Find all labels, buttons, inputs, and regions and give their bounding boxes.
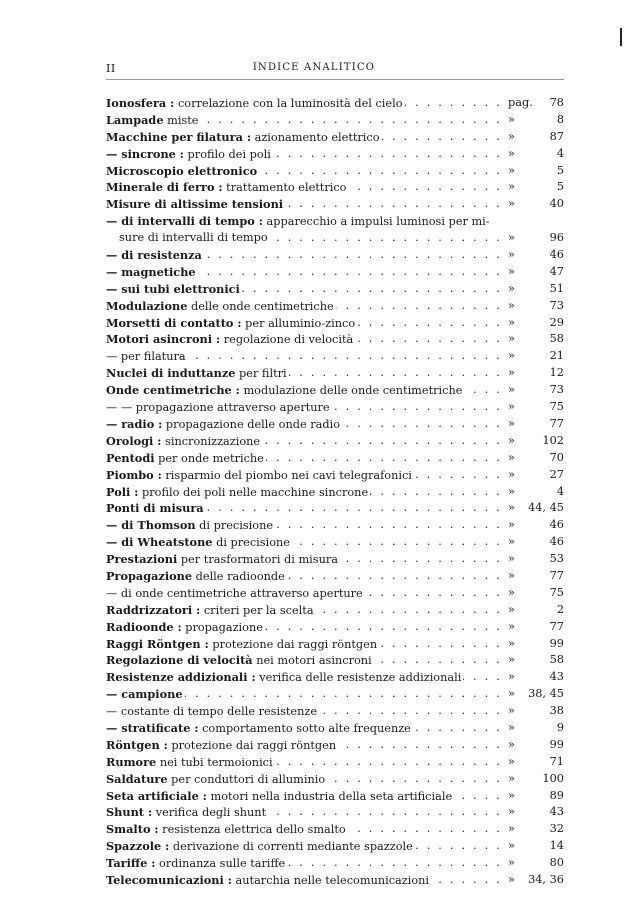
entry-keyword: Röntgen : <box>106 737 168 752</box>
entry-text: regolazione di velocità <box>220 333 354 347</box>
entry-text: per filtri <box>235 367 287 381</box>
entry-keyword: — di Wheatstone <box>106 535 213 550</box>
page-ref-number: 77 <box>549 619 564 633</box>
page-ref-number: 27 <box>549 467 564 481</box>
dot-leader <box>413 720 502 737</box>
page-ref-mark: » <box>508 788 515 802</box>
page-ref-number: 58 <box>549 332 564 346</box>
index-entry <box>106 213 564 247</box>
dot-leader <box>185 686 502 703</box>
page-ref-mark: » <box>508 112 515 126</box>
index-entry <box>106 484 564 501</box>
page-ref-mark: » <box>508 383 515 397</box>
page-ref-mark: » <box>508 501 515 515</box>
page-ref-number: 47 <box>549 264 564 278</box>
page-ref-mark: » <box>508 771 515 785</box>
page-ref-number: 73 <box>549 298 564 312</box>
dot-leader <box>270 230 502 247</box>
page-ref-number: 44, 45 <box>528 501 564 515</box>
page-ref-mark: » <box>508 552 515 566</box>
dot-leader <box>370 484 502 501</box>
page-ref-number: 4 <box>556 484 564 498</box>
index-entry <box>106 720 564 737</box>
dot-leader <box>268 804 502 821</box>
page-ref-number: 89 <box>549 788 564 802</box>
entry-keyword: Ionosfera : <box>106 96 175 110</box>
page-ref-mark: » <box>508 298 515 312</box>
index-entry <box>106 416 564 433</box>
dot-leader <box>266 450 502 467</box>
entry-keyword: — campione <box>106 687 183 702</box>
dot-leader <box>188 348 502 365</box>
entry-keyword: Minerale di ferro : <box>106 180 223 195</box>
index-entry <box>106 298 564 315</box>
page-ref-number: 46 <box>549 248 564 262</box>
index-entry <box>106 788 564 805</box>
dot-leader <box>336 298 502 315</box>
entry-keyword: Onde centimetriche : <box>106 383 240 398</box>
dot-leader <box>355 331 502 348</box>
entry-text: comportamento sotto alte frequenze <box>198 721 411 735</box>
entry-text: protezione dai raggi röntgen <box>167 738 337 752</box>
index-entry <box>106 146 564 163</box>
page-ref-mark: » <box>508 264 515 278</box>
index-entry <box>106 467 564 484</box>
index-entry <box>106 686 564 703</box>
entry-text: miste <box>163 113 199 127</box>
entry-text: derivazione di correnti mediante spazzole <box>169 840 413 854</box>
entry-text-continued: sure di intervalli di tempo <box>119 231 268 245</box>
entry-keyword: — radio : <box>106 416 163 431</box>
dot-leader <box>265 619 502 636</box>
entry-text: nei tubi termoionici <box>156 755 273 769</box>
index-entry <box>106 568 564 585</box>
page-ref-number: 5 <box>556 163 564 177</box>
entry-text: per trasformatori di misura <box>177 553 338 567</box>
page-ref-number: 32 <box>549 822 564 836</box>
dot-leader <box>349 179 503 196</box>
entry-text: azionamento elettrico <box>251 130 380 144</box>
dot-leader <box>348 821 502 838</box>
dot-leader <box>316 602 502 619</box>
index-entry <box>106 331 564 348</box>
entry-text: delle radioonde <box>192 569 285 583</box>
page-ref-mark: » <box>508 248 515 262</box>
entry-keyword: — sui tubi elettronici <box>106 281 240 296</box>
entry-keyword: Orologi : <box>106 433 162 448</box>
page-ref-number: 5 <box>556 180 564 194</box>
page-ref-mark: » <box>508 839 515 853</box>
page-ref-number: 99 <box>549 636 564 650</box>
entry-text: di precisione <box>195 519 274 533</box>
page-ref-number: 21 <box>549 349 564 363</box>
index-entry <box>106 855 564 872</box>
index-entry <box>106 771 564 788</box>
index-entry <box>106 433 564 450</box>
page-ref-mark: » <box>508 856 515 870</box>
page-ref-mark: » <box>508 400 515 414</box>
entry-text: — costante di tempo delle resistenze <box>106 705 318 719</box>
entry-keyword: — stratificate : <box>106 720 199 735</box>
entry-keyword: Resistenze addizionali : <box>106 670 256 685</box>
index-entry <box>106 281 564 298</box>
index-entry <box>106 348 564 365</box>
page-ref-number: 8 <box>556 112 564 126</box>
page-ref-mark: » <box>508 805 515 819</box>
page-ref-mark: » <box>508 433 515 447</box>
entry-keyword: — di Thomson <box>106 518 196 533</box>
index-entry <box>106 365 564 382</box>
dot-leader <box>454 788 502 805</box>
page-ref-number: 75 <box>549 585 564 599</box>
dot-leader <box>379 636 502 653</box>
dot-leader <box>332 399 502 416</box>
page-ref-number: 9 <box>556 720 564 734</box>
entry-text: profilo dei poli <box>183 147 271 161</box>
entry-text: per alluminio-zinco <box>241 316 356 330</box>
entry-text: sincronizzazione <box>161 434 261 448</box>
page-ref-mark: pag. <box>508 96 533 109</box>
dot-leader <box>242 281 502 298</box>
entry-keyword: Shunt : <box>106 805 153 820</box>
index-entry <box>106 95 564 112</box>
entry-text: delle onde centimetriche <box>187 299 334 313</box>
dot-leader <box>275 517 502 534</box>
index-entry <box>106 703 564 720</box>
entry-text: profilo dei poli nelle macchine sincrone <box>138 485 369 499</box>
entry-keyword: Saldature <box>106 771 168 786</box>
page-ref-number: 53 <box>549 552 564 566</box>
index-entry <box>106 500 564 517</box>
page-ref-mark: » <box>508 180 515 194</box>
page-ref-mark: » <box>508 602 515 616</box>
dot-leader <box>338 737 502 754</box>
index-entry <box>106 450 564 467</box>
entry-keyword: Misure di altissime tensioni <box>106 197 284 212</box>
index-entry <box>106 179 564 196</box>
page-ref-mark: » <box>508 568 515 582</box>
entry-keyword: Nuclei di induttanze <box>106 366 236 381</box>
entry-text: verifica delle resistenze addizionali <box>255 671 462 685</box>
index-entry <box>106 534 564 551</box>
page-ref-mark: » <box>508 467 515 481</box>
dot-leader <box>374 652 502 669</box>
index-entry <box>106 619 564 636</box>
dot-leader <box>200 112 502 129</box>
entry-keyword: Propagazione <box>106 568 193 583</box>
dot-leader <box>292 534 502 551</box>
index-entry <box>106 196 564 213</box>
page-ref-number: 78 <box>549 96 564 109</box>
page-ref-number: 77 <box>549 568 564 582</box>
entry-text: risparmio del piombo nei cavi telegrafonici <box>161 468 412 482</box>
page-ref-mark: » <box>508 349 515 363</box>
index-entry <box>106 517 564 534</box>
page-ref-mark: » <box>508 535 515 549</box>
entry-keyword: Morsetti di contatto : <box>106 315 242 330</box>
page-ref-mark: » <box>508 197 515 211</box>
index-entry <box>106 737 564 754</box>
dot-leader <box>285 196 502 213</box>
header-rule <box>106 79 564 80</box>
dot-leader <box>357 315 502 332</box>
page-ref-mark: » <box>508 231 515 245</box>
entry-text: — — propagazione attraverso aperture <box>106 401 330 415</box>
dot-leader <box>287 855 502 872</box>
page-ref-number: 43 <box>549 670 564 684</box>
entry-text: nei motori asincroni <box>252 654 372 668</box>
entry-keyword: Regolazione di velocità <box>106 653 253 668</box>
entry-keyword: Microscopio elettronico <box>106 163 258 178</box>
page-ref-mark: » <box>508 281 515 295</box>
index-entry <box>106 669 564 686</box>
page-ref-number: 34, 36 <box>528 872 564 886</box>
page-ref-mark: » <box>508 704 515 718</box>
index-entry <box>106 112 564 129</box>
page-ref-mark: » <box>508 585 515 599</box>
page-ref-number: 87 <box>549 129 564 143</box>
page-ref-mark: » <box>508 146 515 160</box>
index-entry <box>106 838 564 855</box>
page-ref-mark: » <box>508 315 515 329</box>
entry-keyword: Motori asincroni : <box>106 332 221 347</box>
index-entry <box>106 585 564 602</box>
entry-keyword: Lampade <box>106 112 164 127</box>
index-entry <box>106 551 564 568</box>
entry-text: protezione dai raggi röntgen <box>208 637 378 651</box>
index-entry <box>106 399 564 416</box>
page-ref-number: 29 <box>549 315 564 329</box>
entry-keyword: Telecomunicazioni : <box>106 872 232 887</box>
entry-keyword: Seta artificiale : <box>106 788 207 803</box>
dot-leader <box>405 95 503 112</box>
dot-leader <box>204 247 502 264</box>
entry-keyword: — di resistenza <box>106 248 202 263</box>
entry-text: motori nella industria della seta artificiale <box>206 789 453 803</box>
page-edge-mark <box>620 28 622 46</box>
entry-text: verifica degli shunt <box>152 806 267 820</box>
entry-text: propagazione delle onde radio <box>162 417 341 431</box>
dot-leader <box>262 433 502 450</box>
page-ref-mark: » <box>508 129 515 143</box>
page-ref-number: 75 <box>549 400 564 414</box>
index-entry <box>106 247 564 264</box>
page-ref-number: 46 <box>549 535 564 549</box>
page-ref-number: 51 <box>549 281 564 295</box>
dot-leader <box>340 551 502 568</box>
entry-text: — di onde centimetriche attraverso aperture <box>106 586 363 600</box>
entry-keyword: Spazzole : <box>106 839 170 854</box>
page-ref-mark: » <box>508 636 515 650</box>
index-entry <box>106 264 564 281</box>
entry-text: correlazione con la luminosità del cielo <box>174 97 403 110</box>
entry-keyword: Raggi Röntgen : <box>106 636 209 651</box>
dot-leader <box>259 163 502 180</box>
index-entry <box>106 163 564 180</box>
dot-leader <box>415 838 502 855</box>
page-ref-number: 12 <box>549 366 564 380</box>
entry-text: propagazione <box>181 620 263 634</box>
index-entry <box>106 315 564 332</box>
entry-text: ordinanza sulle tariffe <box>155 857 286 871</box>
page-ref-mark: » <box>508 872 515 886</box>
entry-keyword: — di intervalli di tempo : <box>106 214 263 229</box>
dot-leader <box>287 568 502 585</box>
page-ref-number: 38, 45 <box>528 687 564 701</box>
page-ref-number: 2 <box>556 602 564 616</box>
page-ref-number: 71 <box>549 754 564 768</box>
page-ref-number: 99 <box>549 737 564 751</box>
entry-keyword: Raddrizzatori : <box>106 602 201 617</box>
page-ref-mark: » <box>508 737 515 751</box>
dot-leader <box>275 754 502 771</box>
dot-leader <box>289 365 502 382</box>
page-ref-number: 58 <box>549 653 564 667</box>
entry-keyword: Pentodi <box>106 450 155 465</box>
entry-keyword: — magnetiche <box>106 264 196 279</box>
entry-text: criteri per la scelta <box>200 603 314 617</box>
page-ref-mark: » <box>508 163 515 177</box>
page-ref-number: 38 <box>549 704 564 718</box>
index-entry <box>106 602 564 619</box>
dot-leader <box>319 703 502 720</box>
entry-keyword: — sincrone : <box>106 146 184 161</box>
page-ref-number: 40 <box>549 197 564 211</box>
entry-text: resistenza elettrica dello smalto <box>158 823 346 837</box>
page-ref-mark: » <box>508 720 515 734</box>
entry-keyword: Modulazione <box>106 298 188 313</box>
dot-leader <box>431 872 502 889</box>
dot-leader <box>365 585 502 602</box>
page-ref-mark: » <box>508 754 515 768</box>
index-entry <box>106 129 564 146</box>
index-entry <box>106 652 564 669</box>
page-ref-number: 73 <box>549 383 564 397</box>
entry-keyword: Smalto : <box>106 822 159 837</box>
entry-keyword: Ponti di misura <box>106 501 204 516</box>
page-ref-mark: » <box>508 653 515 667</box>
page-ref-mark: » <box>508 619 515 633</box>
entry-text: trattamento elettrico <box>222 181 347 195</box>
entry-keyword: Tariffe : <box>106 856 156 871</box>
entry-text: autarchia nelle telecomunicazioni <box>231 873 430 887</box>
entry-text: apparecchio a impulsi luminosi per mi- <box>262 215 490 229</box>
dot-leader <box>464 382 502 399</box>
page-ref-number: 43 <box>549 805 564 819</box>
page-ref-number: 77 <box>549 416 564 430</box>
entry-text: — per filatura <box>106 350 186 364</box>
dot-leader <box>206 500 502 517</box>
page-ref-number: 100 <box>542 771 564 785</box>
running-title: INDICE ANALITICO <box>252 62 376 73</box>
index-entries <box>106 95 564 889</box>
page-ref-mark: » <box>508 687 515 701</box>
page-ref-number: 80 <box>549 856 564 870</box>
page-ref-number: 4 <box>556 146 564 160</box>
entry-keyword: Poli : <box>106 484 139 499</box>
entry-keyword: Piombo : <box>106 467 162 482</box>
page-ref-mark: » <box>508 332 515 346</box>
dot-leader <box>414 467 502 484</box>
index-entry <box>106 821 564 838</box>
entry-keyword: Rumore <box>106 754 157 769</box>
dot-leader <box>198 264 502 281</box>
entry-text: per onde metriche <box>154 451 264 465</box>
page-number: II <box>106 62 116 75</box>
page-ref-number: 46 <box>549 518 564 532</box>
page-ref-mark: » <box>508 670 515 684</box>
index-entry <box>106 382 564 399</box>
page-ref-mark: » <box>508 450 515 464</box>
index-entry <box>106 872 564 889</box>
dot-leader <box>342 416 502 433</box>
page-ref-number: 14 <box>549 839 564 853</box>
dot-leader <box>327 771 502 788</box>
entry-text: di precisione <box>212 536 290 550</box>
page-ref-number: 70 <box>549 450 564 464</box>
page-ref-mark: » <box>508 416 515 430</box>
dot-leader <box>273 146 502 163</box>
page-ref-number: 102 <box>542 433 564 447</box>
page-ref-mark: » <box>508 518 515 532</box>
page-ref-mark: » <box>508 366 515 380</box>
entry-text: per conduttori di alluminio <box>167 772 326 786</box>
entry-keyword: Prestazioni <box>106 552 178 567</box>
dot-leader <box>382 129 502 146</box>
dot-leader <box>463 669 502 686</box>
index-entry <box>106 636 564 653</box>
entry-keyword: Macchine per filatura : <box>106 129 252 144</box>
page-ref-mark: » <box>508 822 515 836</box>
page-ref-number: 96 <box>549 231 564 245</box>
page-ref-mark: » <box>508 484 515 498</box>
index-entry <box>106 804 564 821</box>
entry-text: modulazione delle onde centimetriche <box>239 384 463 398</box>
index-entry <box>106 754 564 771</box>
entry-keyword: Radioonde : <box>106 619 182 634</box>
